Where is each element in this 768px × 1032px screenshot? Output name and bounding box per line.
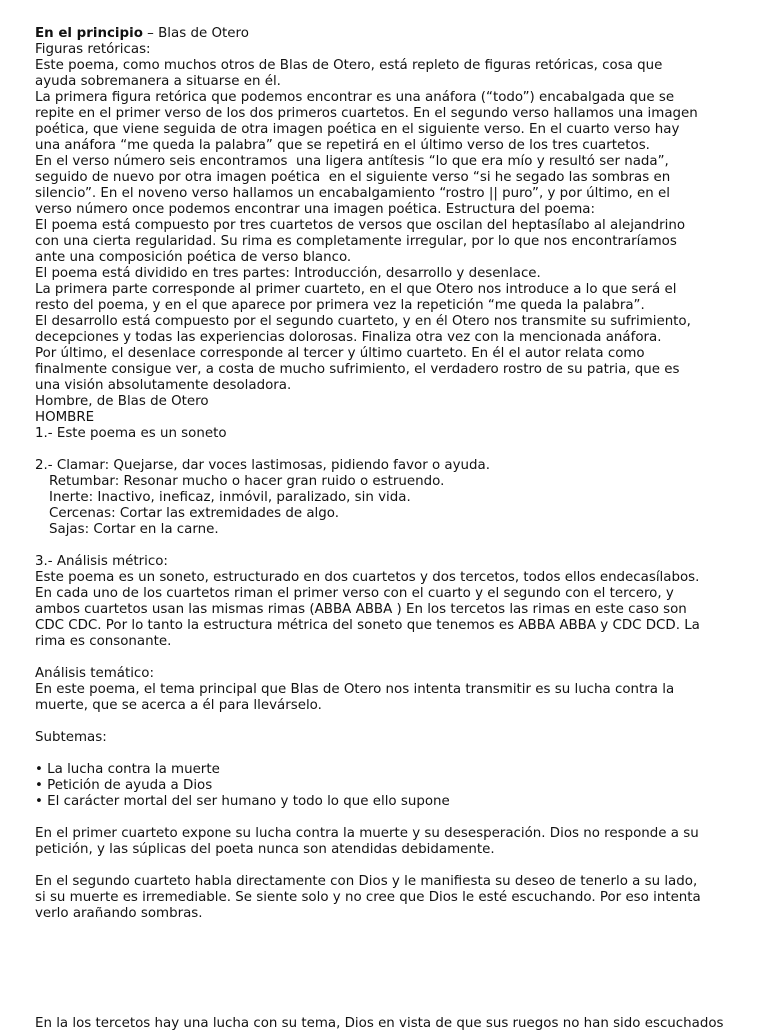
text-line: El poema está compuesto por tres cuartetos de versos que oscilan del heptasílabo al alejandrino (35, 218, 686, 233)
text-line: En el primer cuarteto expone su lucha contra la muerte y su desesperación. Dios no responde a su (35, 826, 699, 841)
text-line: CDC CDC. Por lo tanto la estructura métrica del soneto que tenemos es ABBA ABBA y CDC DCD. La (35, 618, 700, 633)
document-body (35, 26, 747, 922)
glossary-item: Retumbar: Resonar mucho o hacer gran ruido o estruendo. (49, 474, 445, 489)
text-line: petición, y las súplicas del poeta nunca son atendidas debidamente. (35, 842, 495, 857)
blank-line (35, 650, 747, 666)
text-line: rima es consonante. (35, 634, 172, 649)
text-line: silencio”. En el noveno verso hallamos un encabalgamiento “rostro || puro”, y por último, en el (35, 186, 670, 201)
list-item: • Petición de ayuda a Dios (35, 778, 213, 793)
text-line: decepciones y todas las experiencias dolorosas. Finaliza otra vez con la mencionada anáfora. (35, 330, 662, 345)
text-line: Por último, el desenlace corresponde al tercer y último cuarteto. En él el autor relata como (35, 346, 645, 361)
text-line: Este poema, como muchos otros de Blas de Otero, está repleto de figuras retóricas, cosa que (35, 58, 663, 73)
text-line: si su muerte es irremediable. Se siente solo y no cree que Dios le esté escuchando. Por eso intenta (35, 890, 701, 905)
document-title (35, 26, 747, 42)
text-line: ayuda sobremanera a situarse en él. (35, 74, 281, 89)
section-heading: Figuras retóricas: (35, 42, 151, 57)
section-heading: 3.- Análisis métrico: (35, 554, 168, 569)
blank-line (35, 442, 747, 458)
title-separator: – (142, 26, 159, 41)
text-line: verlo arañando sombras. (35, 906, 203, 921)
text-line: Hombre, de Blas de Otero (35, 394, 209, 409)
text-line: una visión absolutamente desoladora. (35, 378, 292, 393)
glossary-item: Sajas: Cortar en la carne. (49, 522, 219, 537)
cutoff-text-line: En la los tercetos hay una lucha con su tema, Dios en vista de que sus ruegos no han sido escuchados (35, 1016, 724, 1031)
text-line: poética, que viene seguida de otra imagen poética en el siguiente verso. En el cuarto verso hay (35, 122, 680, 137)
text-line: con una cierta regularidad. Su rima es completamente irregular, por lo que nos encontraríamos (35, 234, 677, 249)
section-heading: Subtemas: (35, 730, 107, 745)
text-line: HOMBRE (35, 410, 95, 425)
text-line: repite en el primer verso de los dos primeros cuartetos. En el segundo verso hallamos una imagen (35, 106, 698, 121)
text-line: En el verso número seis encontramos una ligera antítesis “lo que era mío y resultó ser nada”, (35, 154, 669, 169)
glossary-item: Inerte: Inactivo, ineficaz, inmóvil, paralizado, sin vida. (49, 490, 411, 505)
text-line: La primera parte corresponde al primer cuarteto, en el que Otero nos introduce a lo que será el (35, 282, 677, 297)
glossary-item: Cercenas: Cortar las extremidades de algo. (49, 506, 339, 521)
list-item: • La lucha contra la muerte (35, 762, 220, 777)
text-line: finalmente consigue ver, a costa de mucho sufrimiento, el verdadero rostro de su patria, que es (35, 362, 680, 377)
text-line: ante una composición poética de verso blanco. (35, 250, 352, 265)
blank-line (35, 746, 747, 762)
text-line: ambos cuartetos usan las mismas rimas (ABBA ABBA ) En los tercetos las rimas en este caso son (35, 602, 687, 617)
text-line: resto del poema, y en el que aparece por primera vez la repetición “me queda la palabra”. (35, 298, 645, 313)
text-line: Este poema es un soneto, estructurado en dos cuartetos y dos tercetos, todos ellos endecasílabos. (35, 570, 700, 585)
poem-author: Blas de Otero (158, 26, 249, 41)
blank-line (35, 714, 747, 730)
text-line: En el segundo cuarteto habla directamente con Dios y le manifiesta su deseo de tenerlo a su lado, (35, 874, 698, 889)
text-line: En cada uno de los cuartetos riman el primer verso con el cuarto y el segundo con el tercero, y (35, 586, 674, 601)
text-line: El poema está dividido en tres partes: Introducción, desarrollo y desenlace. (35, 266, 541, 281)
section-heading: Análisis temático: (35, 666, 154, 681)
text-line: El desarrollo está compuesto por el segundo cuarteto, y en él Otero nos transmite su sufrimiento, (35, 314, 691, 329)
text-line: verso número once podemos encontrar una imagen poética. Estructura del poema: (35, 202, 595, 217)
text-line: muerte, que se acerca a él para llevárselo. (35, 698, 322, 713)
blank-line (35, 858, 747, 874)
poem-title: En el principio (35, 26, 143, 41)
text-line: seguido de nuevo por otra imagen poética en el siguiente verso “si he segado las sombras en (35, 170, 671, 185)
list-item: • El carácter mortal del ser humano y todo lo que ello supone (35, 794, 450, 809)
text-line: En este poema, el tema principal que Blas de Otero nos intenta transmitir es su lucha contra la (35, 682, 675, 697)
blank-line (35, 538, 747, 554)
text-line: La primera figura retórica que podemos encontrar es una anáfora (“todo”) encabalgada que se (35, 90, 675, 105)
text-line: 1.- Este poema es un soneto (35, 426, 227, 441)
glossary-item: 2.- Clamar: Quejarse, dar voces lastimosas, pidiendo favor o ayuda. (35, 458, 490, 473)
blank-line (35, 810, 747, 826)
text-line: una anáfora “me queda la palabra” que se repetirá en el último verso de los tres cuartetos. (35, 138, 650, 153)
